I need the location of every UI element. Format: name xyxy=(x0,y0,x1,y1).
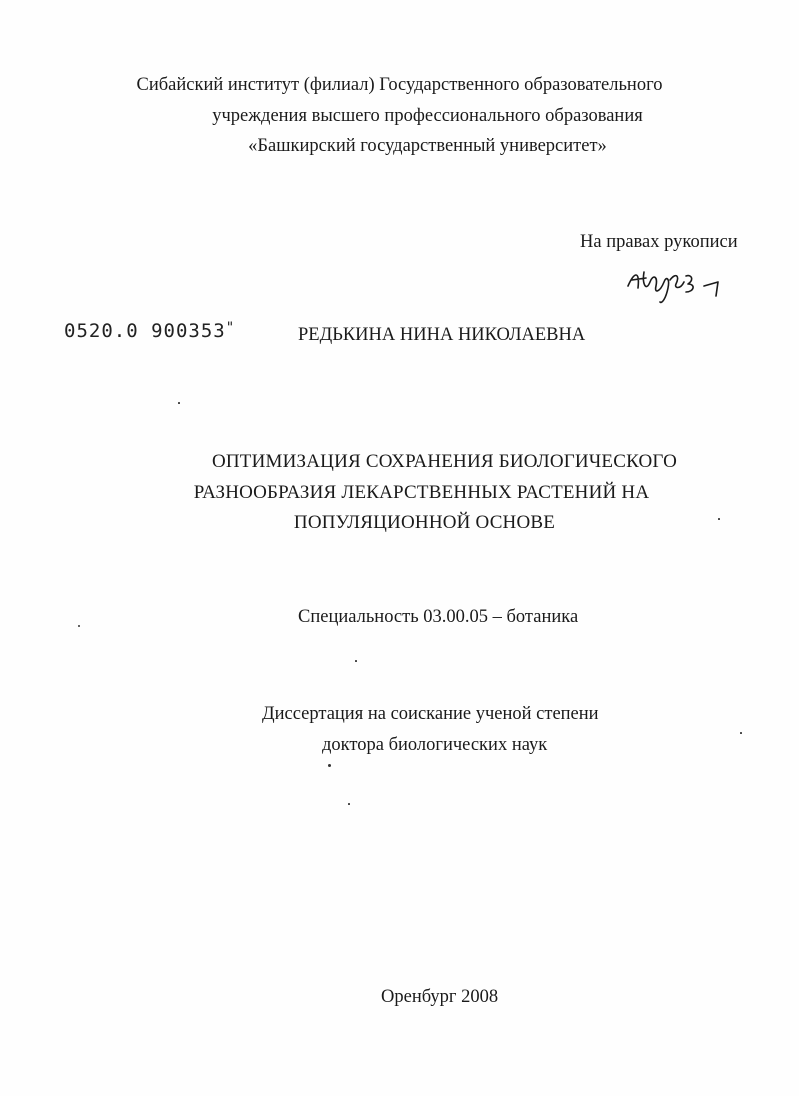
place-year: Оренбург 2008 xyxy=(381,987,499,1007)
archive-number-text: 0520.0 900353 xyxy=(64,320,226,342)
title-line-1: ОПТИМИЗАЦИЯ СОХРАНЕНИЯ БИОЛОГИЧЕСКОГО xyxy=(211,451,678,472)
specialty: Специальность 03.00.05 – ботаника xyxy=(298,607,579,627)
scan-speck xyxy=(178,402,180,404)
title-line-3: ПОПУЛЯЦИОННОЙ ОСНОВЕ xyxy=(293,512,556,533)
institution-line-3: «Башкирский государственный университет» xyxy=(248,136,607,156)
institution-line-2: учреждения высшего профессионального образования xyxy=(212,106,643,126)
scan-speck xyxy=(78,625,80,627)
scan-speck xyxy=(348,803,350,805)
degree-line-2: доктора биологических наук xyxy=(322,735,548,755)
title-line-2: РАЗНООБРАЗИЯ ЛЕКАРСТВЕННЫХ РАСТЕНИЙ НА xyxy=(193,482,650,503)
scan-speck xyxy=(355,660,357,662)
scan-speck xyxy=(328,764,331,767)
signature-icon xyxy=(620,258,730,308)
scan-speck xyxy=(718,518,720,520)
manuscript-note: На правах рукописи xyxy=(580,232,738,252)
institution-line-1: Сибайский институт (филиал) Государственного образовательного xyxy=(136,75,663,95)
archive-number: 0520.0 900353" xyxy=(64,320,236,342)
author-name: РЕДЬКИНА НИНА НИКОЛАЕВНА xyxy=(298,325,586,345)
scan-speck xyxy=(740,732,742,734)
degree-line-1: Диссертация на соискание ученой степени xyxy=(262,704,599,724)
